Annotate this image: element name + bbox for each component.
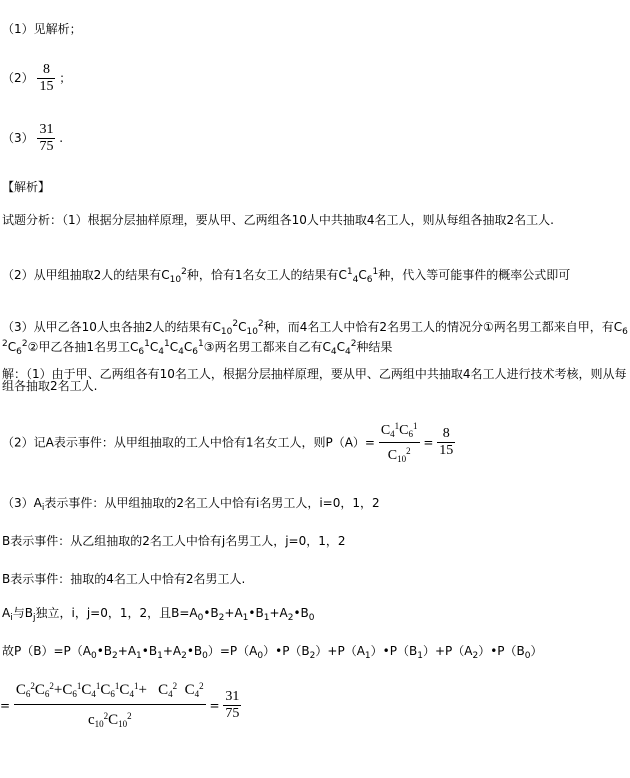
solution-s3b: B表示事件：从乙组抽取的2名工人中恰有j名男工人，j=0，1，2 xyxy=(2,534,346,548)
answer-2-fraction xyxy=(37,62,55,95)
final-value-fraction: $\frac{31}{75}$ xyxy=(225,689,240,721)
analysis-p2: （2）从甲组抽取2人的结果有$C_{10}^2$种，恰有1名女工人的结果有$C^1_4C_6^1$种，代入等可能事件的概率公式即可 xyxy=(2,267,571,285)
fraction-numerator: 8 xyxy=(42,62,50,77)
answer-3-label: （3） xyxy=(2,131,34,145)
probability-value: $\frac{8}{15}$ xyxy=(439,426,454,458)
answer-2 xyxy=(2,62,71,95)
analysis-p1: 试题分析：（1）根据分层抽样原理，要从甲、乙两组各10人中共抽取4名工人，则从每组各抽取2名工人. xyxy=(2,213,554,227)
answer-3-fraction xyxy=(37,122,55,155)
solution-s4: 故$P(B)=P(A_0•B_2+A_1•B_1+A_2•B_0)=P(A_0)•P(B_2)+P(A_1)•P(B_1)+P(A_2)•P(B_0)$ xyxy=(2,644,543,661)
answer-2-suffix: ； xyxy=(59,71,72,85)
solution-s3d: $A_i$与$B_j$独立，i，j=0，1，2，且$B=A_0•B_2+A_1•B_1+A_2•B_0$ xyxy=(2,606,315,623)
answer-3 xyxy=(2,122,63,155)
final-big-fraction: $\frac{C_6^2C_6^2+C_6^1C_4^1C_6^1C_4^1+ C_4^2 C_4^2}{c_{10}^2C_{10}^2}$ xyxy=(15,681,204,729)
fraction-denominator: 75 xyxy=(39,139,54,154)
solution-s1: 解：（1）由于甲、乙两组各有10名工人，根据分层抽样原理，要从甲、乙两组中共抽取4名工人进行技术考核，则从每组各抽取2名工人. xyxy=(2,367,627,393)
analysis-heading: 【解析】 xyxy=(2,180,51,194)
answer-3-suffix: . xyxy=(59,131,64,145)
solution-s3a: $(3)A_i$表示事件：从甲组抽取的2名工人中恰有i名男工人，i=0，1，2 xyxy=(2,496,380,513)
solution-s2: （2）记A表示事件：从甲组抽取的工人中恰有1名女工人，则P（A）= $\frac{C_4^1C_6^1}{C_{10}^2}$ = $\frac{8}{15}$ xyxy=(2,418,455,467)
analysis-p3: （3）从甲乙各10人虫各抽2人的结果有$C_{10}^2C_{10}^2$种，而4名工人中恰有2名男工人的情况分①两名男工都来自甲，有$C_6^2C_6^2②$甲乙各抽1名男工$C_6^1C_4^1C_4C_6^1③$两名男工都来自乙有$C_4C_4^2$种结果 xyxy=(2,319,628,357)
fraction-denominator: 15 xyxy=(39,79,54,94)
solution-s3c: B表示事件：抽取的4名工人中恰有2名男工人. xyxy=(2,572,246,586)
fraction-numerator: 31 xyxy=(39,122,54,137)
answer-2-label: （2） xyxy=(2,71,34,85)
probability-fraction: $\frac{C_4^1C_6^1}{C_{10}^2}$ xyxy=(380,421,418,464)
final-equation: = $\frac{C_6^2C_6^2+C_6^1C_4^1C_6^1C_4^1+ C_4^2 C_4^2}{c_{10}^2C_{10}^2}$ = $\frac{31}{75}$ xyxy=(0,676,241,735)
answer-1: （1）见解析； xyxy=(2,22,82,36)
